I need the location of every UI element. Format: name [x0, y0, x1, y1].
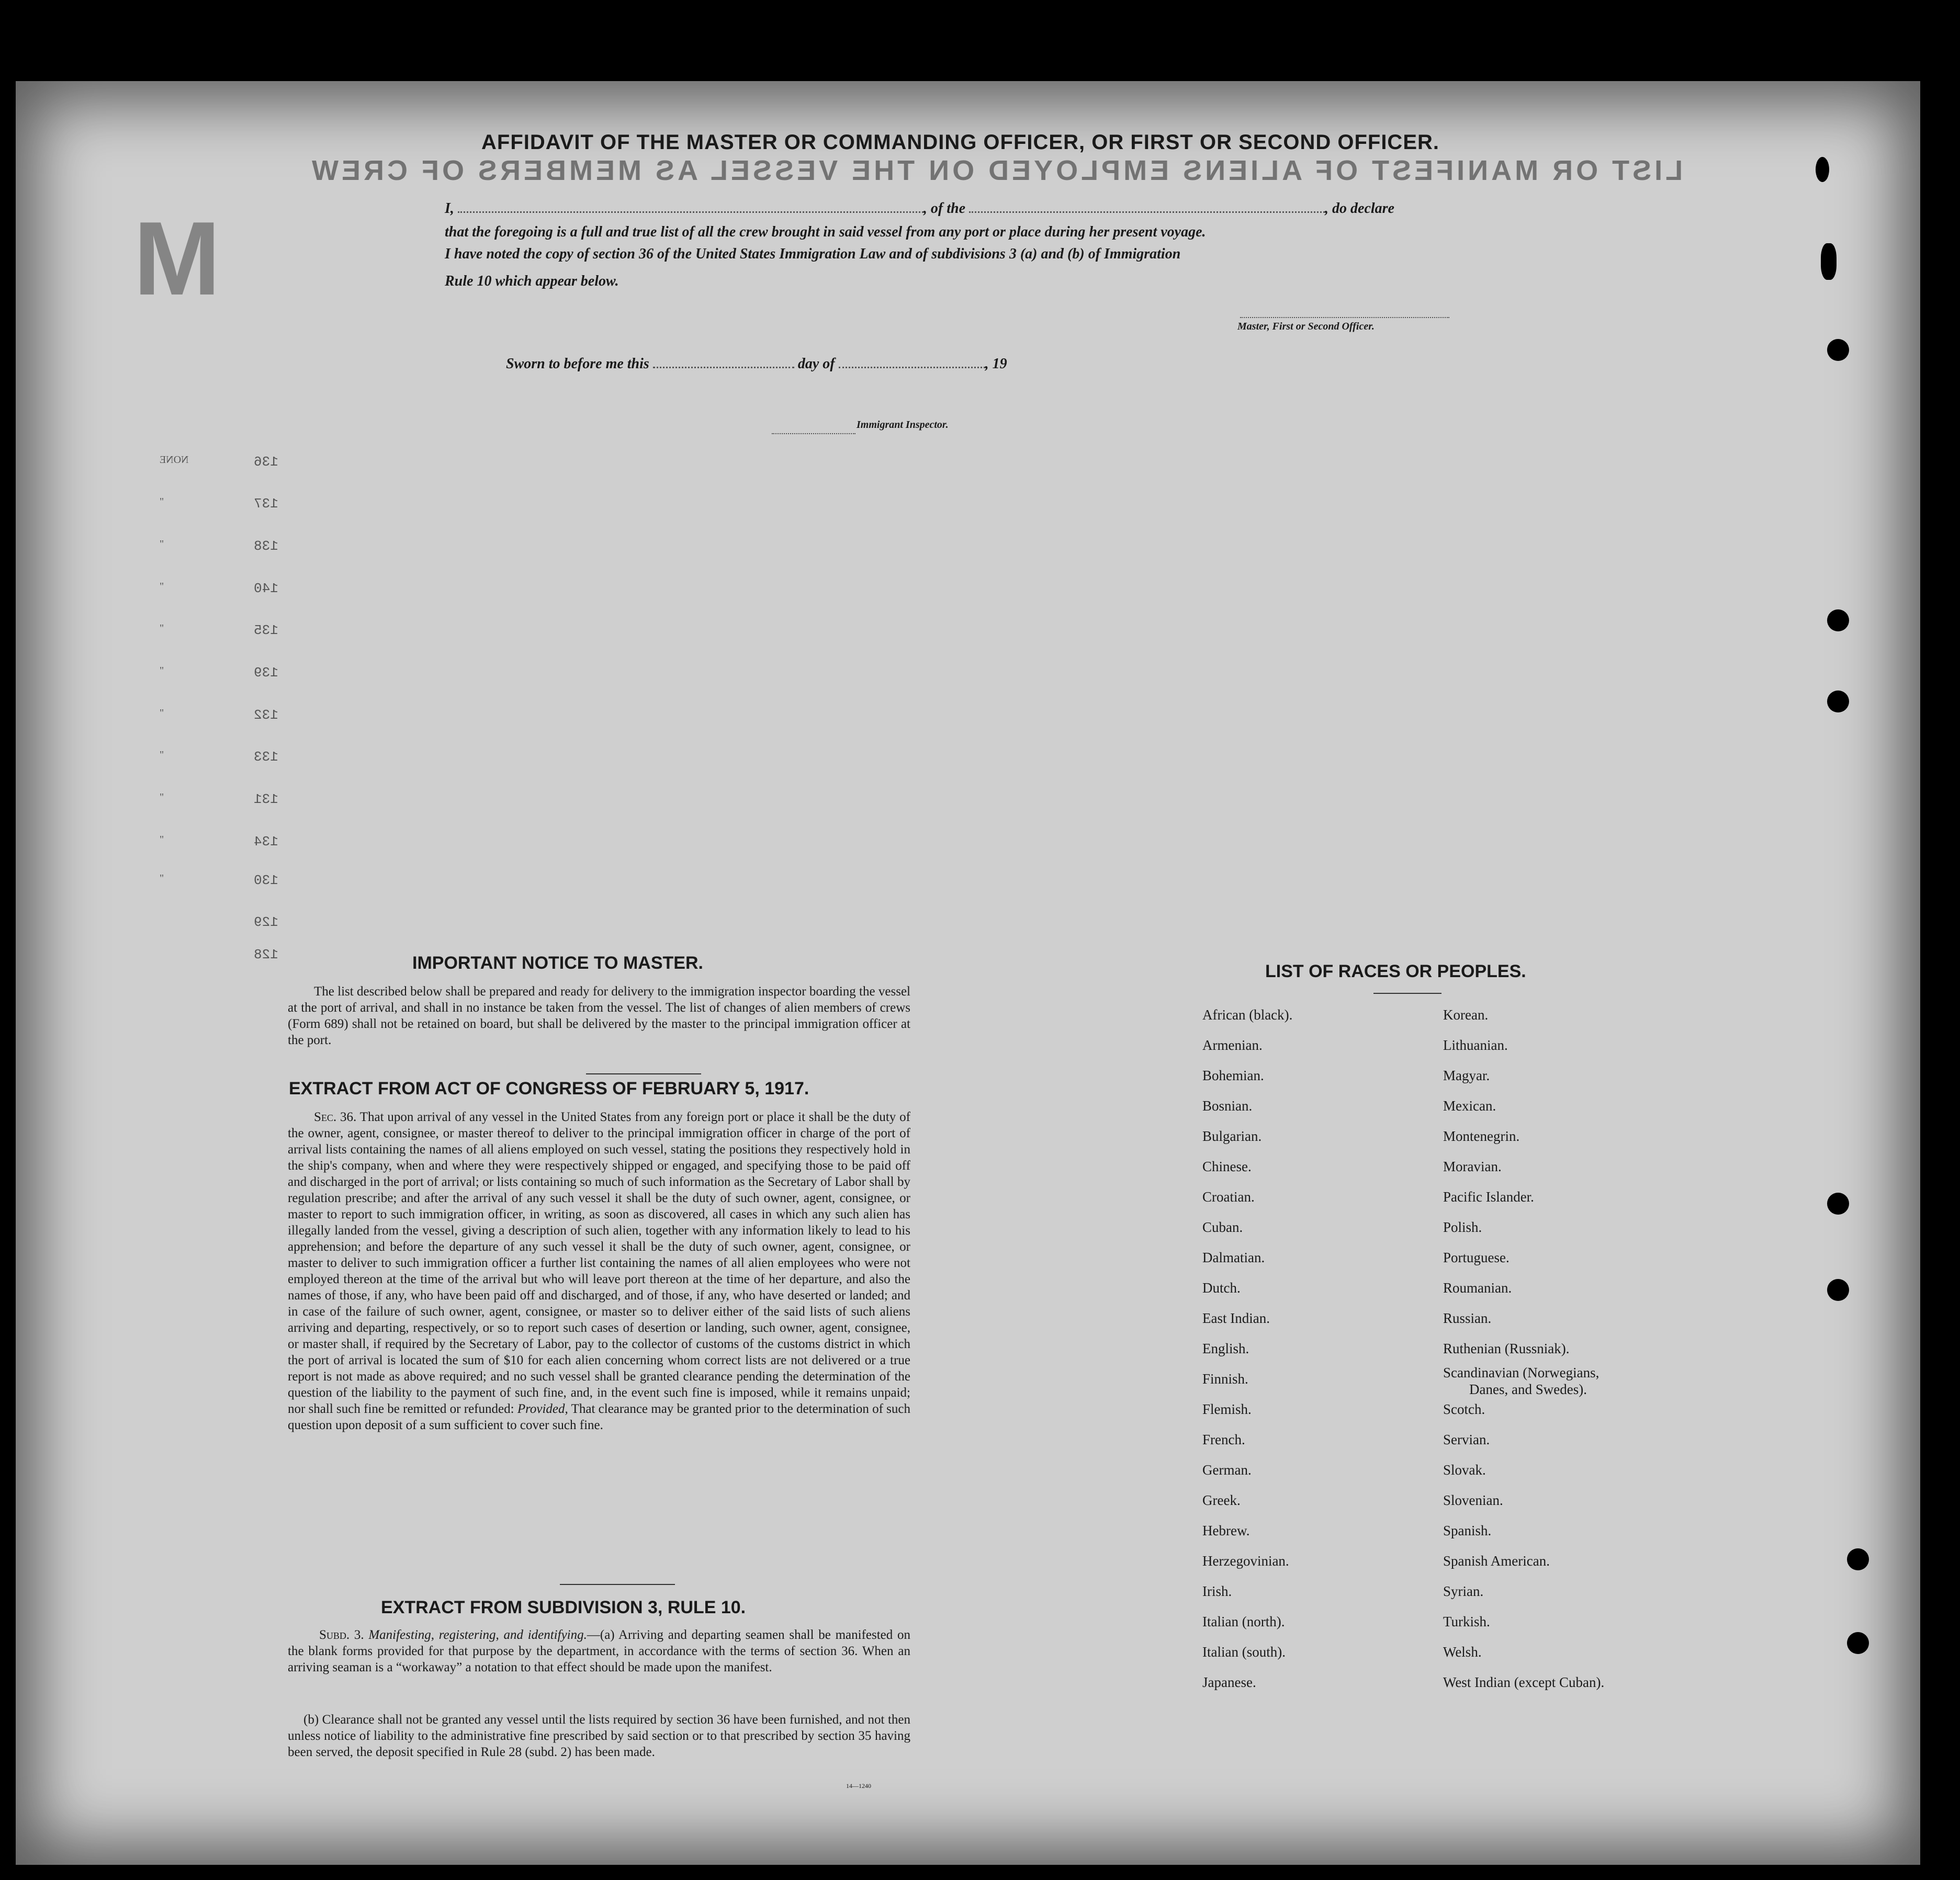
document-sheet — [16, 81, 1920, 1865]
punch-hole — [1827, 1193, 1849, 1215]
year-label: , 19 — [985, 356, 1007, 372]
punch-hole — [1821, 243, 1837, 280]
punch-hole — [1847, 1548, 1869, 1570]
race-item: Servian. — [1443, 1432, 1490, 1447]
notice-body: The list described below shall be prepared and ready for delivery to the immigration inspector boarding the vessel at the port of arrival, and shall in no instance be taken from the vessel. The list of changes of alien members of crews (Form 689) shall not be retained on board, but shall be delivered by the master to the principal immigration officer at the port. — [288, 984, 910, 1047]
rule-extract-b — [288, 1712, 910, 1760]
race-item: African (black). — [1202, 1007, 1293, 1023]
punch-hole — [1847, 1632, 1869, 1654]
ghost-row-marker: " — [160, 538, 164, 550]
ghost-row-number: 134 — [254, 834, 278, 850]
rule-extract-a — [288, 1627, 910, 1675]
ghost-letter: M — [133, 200, 221, 317]
affidavit-title: AFFIDAVIT OF THE MASTER OR COMMANDING OFFICER, OR FIRST OR SECOND OFFICER. — [481, 131, 1439, 154]
race-item: West Indian (except Cuban). — [1443, 1674, 1605, 1690]
act-extract-title: EXTRACT FROM ACT OF CONGRESS OF FEBRUARY 5, 1917. — [289, 1079, 809, 1098]
race-item: Bulgarian. — [1202, 1128, 1262, 1144]
race-item: Ruthenian (Russniak). — [1443, 1341, 1570, 1356]
ghost-row-number: 131 — [254, 791, 278, 807]
race-item: Polish. — [1443, 1219, 1482, 1235]
race-item: Irish. — [1202, 1583, 1232, 1599]
punch-hole — [1827, 1279, 1849, 1301]
race-item: Chinese. — [1202, 1159, 1252, 1174]
race-item: Mexican. — [1443, 1098, 1496, 1114]
inspector-signature-label: Immigrant Inspector. — [857, 419, 949, 431]
sworn-day-blank — [653, 367, 794, 368]
form-number: 14—1240 — [846, 1782, 871, 1790]
day-of-label: day of — [797, 356, 835, 372]
race-item: Japanese. — [1202, 1674, 1256, 1690]
sworn-label: Sworn to before me this — [506, 356, 649, 372]
declaration-line-2: that the foregoing is a full and true list of all the crew brought in said vessel from any port or place during her present voyage. — [445, 224, 1206, 240]
race-item: Syrian. — [1443, 1583, 1484, 1599]
race-item: Scandinavian (Norwegians, — [1443, 1365, 1599, 1380]
ghost-row-number: 140 — [254, 581, 278, 596]
race-item: Herzegovinian. — [1202, 1553, 1289, 1569]
race-item: Slovenian. — [1443, 1492, 1503, 1508]
race-item: Greek. — [1202, 1492, 1241, 1508]
vessel-blank — [969, 211, 1325, 213]
declaration-line-1 — [445, 200, 1481, 217]
declaration-i-label: I, — [445, 200, 454, 217]
inspector-signature-line — [772, 433, 855, 434]
act-extract-text — [288, 1109, 910, 1433]
race-item: Dutch. — [1202, 1280, 1241, 1296]
race-item: Armenian. — [1202, 1037, 1263, 1053]
subd-a-text: —(a) Arriving and departing seamen shall be manifested on the blank forms provided for that purpose by the department, in accordance with the terms of section 36. When an arriving seaman is a “workaway” a notation to that effect should be made upon the manifest. — [288, 1628, 910, 1674]
race-item: Finnish. — [1202, 1371, 1248, 1387]
ghost-row-number: 137 — [254, 496, 278, 512]
race-item-continuation: Danes, and Swedes). — [1469, 1381, 1587, 1397]
race-item: Welsh. — [1443, 1644, 1482, 1660]
notice-text — [288, 983, 910, 1048]
divider — [586, 1073, 701, 1074]
do-declare-label: , do declare — [1325, 200, 1394, 217]
notice-title: IMPORTANT NOTICE TO MASTER. — [412, 953, 703, 973]
punch-hole — [1827, 690, 1849, 712]
race-item: Montenegrin. — [1443, 1128, 1520, 1144]
ghost-row-marker: " — [160, 622, 164, 634]
race-item: English. — [1202, 1341, 1249, 1356]
ghost-row-marker: NONE — [160, 454, 189, 466]
master-signature-label: Master, First or Second Officer. — [1237, 321, 1375, 332]
race-item: Italian (south). — [1202, 1644, 1286, 1660]
race-item: Pacific Islander. — [1443, 1189, 1534, 1205]
punch-hole — [1816, 157, 1829, 182]
race-item: Croatian. — [1202, 1189, 1255, 1205]
ghost-row-number: 136 — [254, 454, 278, 470]
race-item: Hebrew. — [1202, 1523, 1250, 1538]
race-item: Lithuanian. — [1443, 1037, 1508, 1053]
ghost-row-marker: " — [160, 581, 164, 592]
race-item: Spanish American. — [1443, 1553, 1550, 1569]
mirrored-bleed-title: LIST OR MANIFEST OF ALIENS EMPLOYED ON THE VESSEL AS MEMBERS OF CREW — [309, 155, 1683, 186]
race-item: East Indian. — [1202, 1310, 1270, 1326]
races-title-underline — [1373, 993, 1441, 994]
race-item: Bosnian. — [1202, 1098, 1253, 1114]
ghost-row-marker: " — [160, 791, 164, 803]
race-item: Scotch. — [1443, 1401, 1485, 1417]
subd-label: Subd. 3. — [319, 1628, 364, 1642]
race-item: Turkish. — [1443, 1614, 1490, 1629]
race-item: Russian. — [1443, 1310, 1492, 1326]
declaration-line-4: Rule 10 which appear below. — [445, 273, 619, 289]
ghost-row-number: 130 — [254, 873, 278, 888]
ghost-row-marker: " — [160, 665, 164, 676]
ghost-row-number: 133 — [254, 749, 278, 765]
ghost-row-number: 128 — [254, 947, 278, 962]
ghost-row-number: 138 — [254, 538, 278, 554]
ghost-row-number: 129 — [254, 914, 278, 930]
ghost-row-marker: " — [160, 496, 164, 507]
race-item: Spanish. — [1443, 1523, 1492, 1538]
punch-hole — [1827, 609, 1849, 631]
race-item: Korean. — [1443, 1007, 1489, 1023]
ghost-row-marker: " — [160, 873, 164, 884]
section-label: Sec. 36. — [314, 1110, 357, 1124]
races-title: LIST OF RACES OR PEOPLES. — [1265, 961, 1526, 981]
act-extract-body-end: That clearance may be granted prior to the determination of such question upon deposit of a sum sufficient to cover such fine. — [288, 1402, 910, 1432]
ghost-row-number: 135 — [254, 622, 278, 638]
race-item: Dalmatian. — [1202, 1250, 1265, 1265]
ghost-row-marker: " — [160, 749, 164, 761]
race-item: Slovak. — [1443, 1462, 1486, 1478]
act-extract-body: That upon arrival of any vessel in the United States from any foreign port or place it shall be the duty of the owner, agent, consignee, or master thereof to deliver to the principal immigration officer in charge of the port of arrival lists containing the names of all aliens employed on such vessel, stating the positions they respectively hold in the ship's company, when and where they were respectively shipped or engaged, and specifying those to be paid off and discharged in the port of arrival; or lists containing so much of such information as the Secretary of Labor shall by regulation prescribe; and after the arrival of any such vessel it shall be the duty of such owner, agent, consignee, or master to report to such immigration officer, in writing, as soon as discovered, all cases in which any such alien has illegally landed from the vessel, giving a description of such alien, together with any information likely to lead to his apprehension; and before the departure of any such vessel it shall be the duty of such owner, agent, consignee, or master to deliver to such immigration officer a further list containing the names of all alien employees who were not employed thereon at the time of the arrival but who will leave port thereon at the time of her departure, and also the names of those, if any, who have been paid off and discharged, and of those, if any, who have deserted or landed; and in case of the failure of such owner, agent, consignee, or master so to deliver either of the said lists of such aliens arriving and departing, respectively, or so to report such cases of desertion or landing, such owner, agent, consignee, or master shall, if required by the Secretary of Labor, pay to the collector of customs of the customs district in which the port of arrival is located the sum of $10 for each alien concerning whom correct lists are not delivered or a true report is not made as above required; and no such vessel shall be granted clearance pending the determination of the question of the liability to the payment of such fine, and, in the event such fine is imposed, while it remains unpaid; nor shall such fine be remitted or refunded: — [288, 1110, 910, 1416]
ghost-row-marker: " — [160, 834, 164, 845]
ghost-row-number: 132 — [254, 707, 278, 723]
race-item: French. — [1202, 1432, 1245, 1447]
race-item: Moravian. — [1443, 1159, 1502, 1174]
name-blank — [458, 211, 923, 213]
ghost-row-marker: " — [160, 707, 164, 719]
race-item: Roumanian. — [1443, 1280, 1512, 1296]
race-item: Bohemian. — [1202, 1068, 1264, 1083]
declaration-line-3: I have noted the copy of section 36 of the United States Immigration Law and of subdivisions 3 (a) and (b) of Immigration — [445, 246, 1181, 262]
race-item: Italian (north). — [1202, 1614, 1285, 1629]
of-the-label: , of the — [923, 200, 966, 217]
provided-label: Provided, — [517, 1402, 568, 1416]
subd-b-text: (b) Clearance shall not be granted any vessel until the lists required by section 36 have been furnished, and not then unless notice of liability to the administrative fine prescribed by said section or to that prescribed by section 35 having been served, the deposit specified in Rule 28 (subd. 2) has been made. — [288, 1713, 910, 1759]
race-item: Cuban. — [1202, 1219, 1243, 1235]
sworn-line — [506, 356, 1542, 372]
race-item: Flemish. — [1202, 1401, 1252, 1417]
master-signature-line — [1240, 317, 1449, 318]
punch-hole — [1827, 339, 1849, 361]
divider — [560, 1584, 675, 1585]
race-item: Portuguese. — [1443, 1250, 1510, 1265]
subd-heading: Manifesting, registering, and identifying. — [368, 1628, 587, 1642]
rule-extract-title: EXTRACT FROM SUBDIVISION 3, RULE 10. — [381, 1598, 746, 1617]
sworn-month-blank — [839, 367, 985, 368]
race-item: Magyar. — [1443, 1068, 1490, 1083]
race-item: German. — [1202, 1462, 1252, 1478]
ghost-row-number: 139 — [254, 665, 278, 681]
